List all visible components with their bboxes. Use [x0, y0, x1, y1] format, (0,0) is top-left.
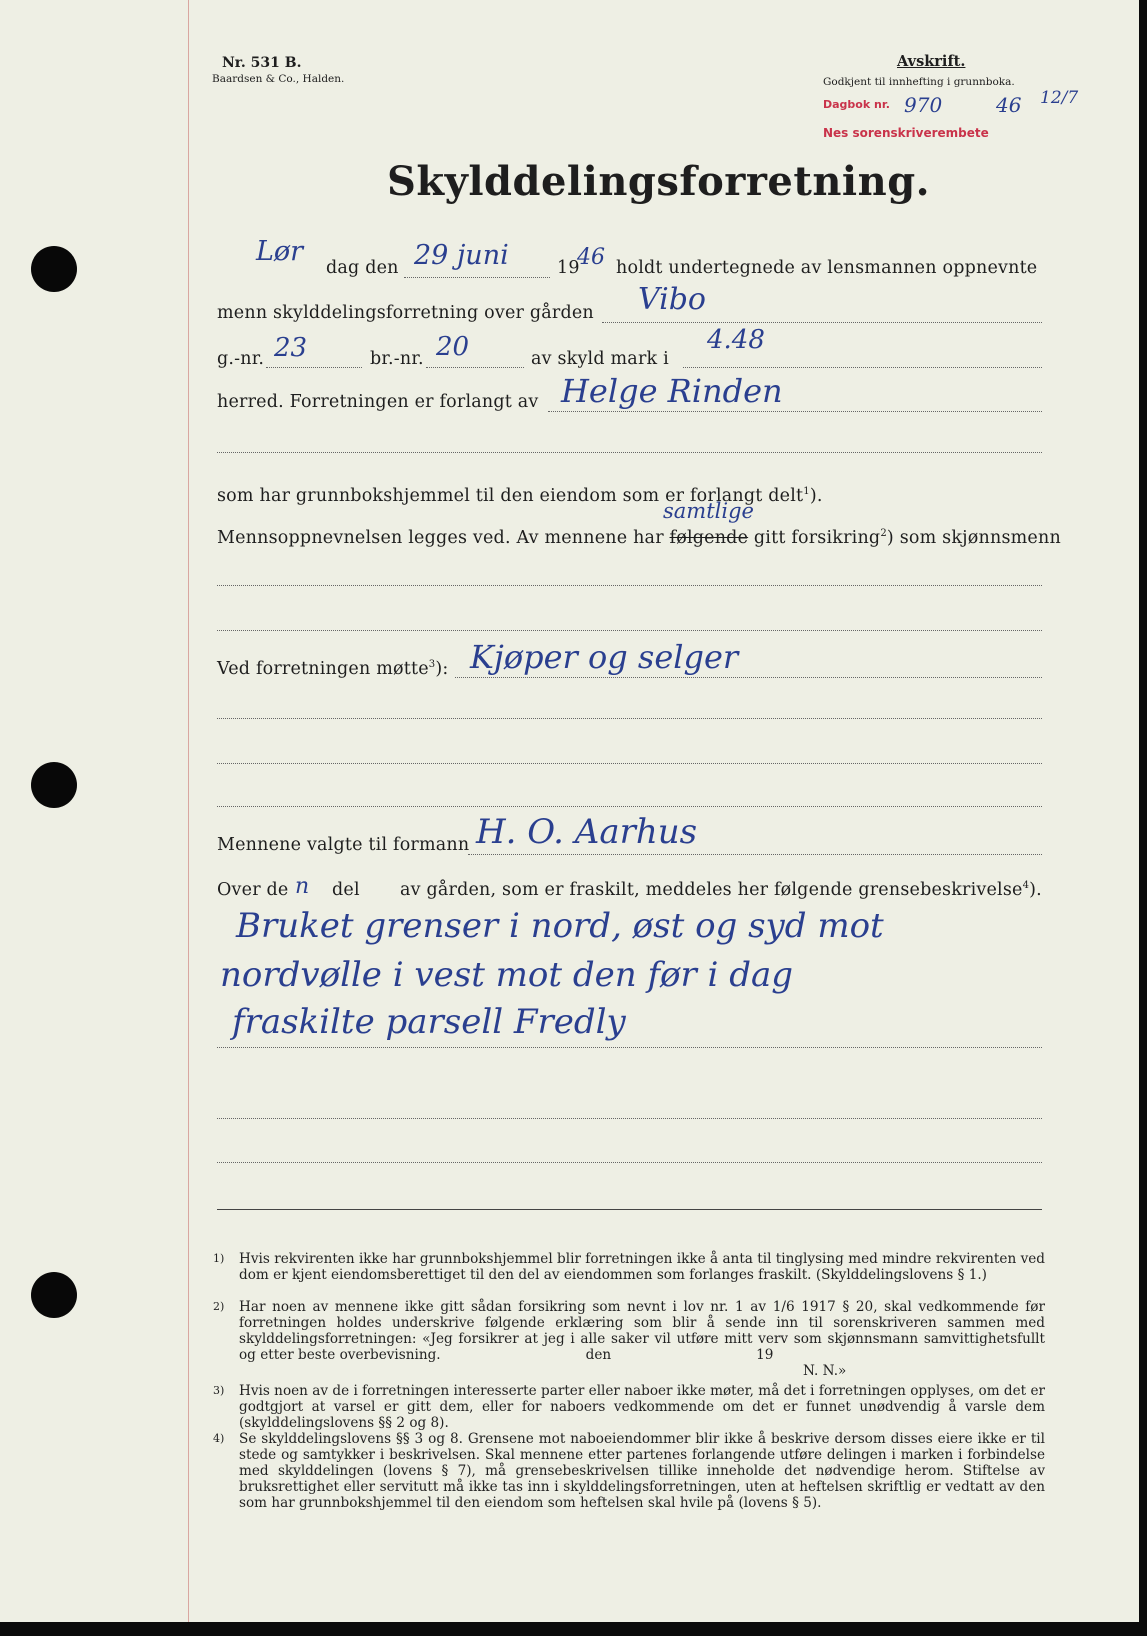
formann-handwritten: H. O. Aarhus	[476, 812, 698, 852]
footnote-3-text: Hvis noen av de i forretningen interesserte parter eller naboer ikke møter, må det i forretningen opplyses, om det er godtgjort at varsel er gitt dem, eller for naboers vedkommende om det er funnet unødvendig å varsle dem (skylddelingslovens §§ 2 og 8).	[239, 1383, 1045, 1431]
form-number: Nr. 531 B.	[222, 55, 302, 71]
formann-label: Mennene valgte til formann	[217, 835, 470, 855]
mote-colon: ):	[435, 659, 449, 679]
approval-line: Godkjent til innhefting i grunnboka.	[823, 76, 1015, 88]
blank-line	[217, 630, 1042, 631]
punch-hole	[31, 246, 77, 292]
footnote-4-mark: 4)	[213, 1432, 225, 1445]
punch-hole	[31, 1272, 77, 1318]
skyld-field	[683, 367, 1042, 368]
holdt-text: holdt undertegnede av lensmannen oppnevnte	[616, 258, 1038, 278]
farm-field	[602, 322, 1042, 323]
footnote-ref-4: 4	[1022, 880, 1030, 892]
blank-line	[217, 1118, 1042, 1119]
stamp-office: Nes sorenskriverembete	[823, 126, 989, 140]
dag-den-label: dag den	[326, 258, 399, 278]
footnote-separator	[217, 1209, 1042, 1210]
boundary-line-3: fraskilte parsell Fredly	[232, 1002, 626, 1042]
blank-line	[217, 1047, 1042, 1048]
boundary-line-2: nordvølle i vest mot den før i dag	[220, 955, 794, 995]
menn-text: menn skylddelingsforretning over gården	[217, 303, 594, 323]
hjemmel-text: som har grunnbokshjemmel til den eiendom som er forlangt delt$^1$).	[217, 486, 823, 506]
hjemmel-text-body: som har grunnbokshjemmel til den eiendom som er forlangt delt	[217, 486, 804, 506]
boundary-line-1: Bruket grenser i nord, øst og syd mot	[236, 906, 884, 946]
weekday-handwritten: Lør	[256, 236, 304, 267]
date-field	[404, 277, 550, 278]
herred-text: herred. Forretningen er forlangt av	[217, 392, 539, 412]
brnr-field	[426, 367, 524, 368]
printer-imprint: Baardsen & Co., Halden.	[212, 73, 345, 85]
mote-label: Ved forretningen møtte	[217, 659, 429, 679]
insert-handwritten: samtlige	[663, 499, 754, 523]
footnote-2-text: Har noen av mennene ikke gitt sådan forsikring som nevnt i lov nr. 1 av 1/6 1917 § 20, skal vedkommende før forretningen holdes underskrive følgende erklæring som blir å sende inn til sorenskriveren sammen med skylddelingsforretningen: «Jeg forsikrer at jeg i alle saker vil utføre mitt verv som skjønnsmann samvittighetsfullt og etter beste overbevisning.	[239, 1299, 1045, 1363]
footnote-1-mark: 1)	[213, 1252, 225, 1265]
brnr-handwritten: 20	[436, 332, 470, 362]
blank-line	[217, 806, 1042, 807]
stamp-year: 46	[996, 93, 1022, 117]
mennsopp-text-a: Mennsoppnevnelsen legges ved. Av mennene har	[217, 528, 664, 548]
footnote-2-den: den	[585, 1347, 612, 1363]
year-handwritten: 46	[577, 245, 605, 270]
gard-end: ).	[1029, 880, 1042, 900]
margin-rule	[188, 0, 189, 1622]
struck-word: følgende	[669, 528, 749, 548]
farm-handwritten: Vibo	[638, 282, 706, 317]
gnr-handwritten: 23	[274, 333, 308, 363]
footnote-4	[215, 1431, 1045, 1511]
avskrift-label: Avskrift.	[897, 53, 966, 70]
footnote-2-mark: 2)	[213, 1300, 225, 1313]
mennsopp-line	[217, 528, 1061, 548]
blank-line	[217, 1162, 1042, 1163]
document-title: Skylddelingsforretning.	[387, 158, 931, 205]
footnote-1-text: Hvis rekvirenten ikke har grunnbokshjemmel blir forretningen ikke å anta til tinglysing med mindre rekvirenten ved dom er kjent eiendomsberettiget til den del av eiendommen som forlanges fraskilt. (Skylddelingslovens § 1.)	[239, 1251, 1045, 1283]
stamp-dagbok: Dagbok nr.	[823, 98, 890, 111]
gnr-label: g.-nr.	[217, 349, 265, 369]
footnote-ref-2: 2	[880, 528, 887, 540]
mote-line	[217, 659, 448, 679]
footnote-3	[215, 1383, 1045, 1431]
gard-text: av gården, som er fraskilt, meddeles her følgende grensebeskrivelse	[400, 880, 1023, 900]
blank-line	[217, 585, 1042, 586]
footnote-4-text: Se skylddelingslovens §§ 3 og 8. Grensene mot naboeiendommer blir ikke å beskrive dersom disses eiere ikke er til stede og samtykker i beskrivelsen. Skal mennene etter partenes forlangende utføre delingen i marken i forbindelse med skylddelingen (lovens § 7), må grensebeskrivelsen tillike inneholde det nødvendige herom. Stiftelse av bruksrettighet eller servitutt må ikke tas inn i skylddelingsforretningen, uten at heftelsen skriftlig er vedtatt av den som har grunnbokshjemmel til den eiendom som heftelsen skal hvile på (lovens § 5).	[239, 1431, 1045, 1511]
requester-handwritten: Helge Rinden	[561, 372, 783, 410]
del-label: del	[332, 880, 360, 900]
gard-line	[400, 880, 1042, 900]
footnote-2-body	[239, 1299, 1045, 1363]
formann-field	[468, 854, 1042, 855]
over-de-handwritten: n	[295, 874, 310, 899]
mote-handwritten: Kjøper og selger	[470, 638, 739, 676]
skyld-handwritten: 4.48	[707, 325, 765, 355]
gnr-field	[266, 367, 362, 368]
footnote-2	[215, 1299, 1045, 1379]
mote-field	[455, 677, 1042, 678]
punch-hole	[31, 762, 77, 808]
footnote-2-nineteen: 19	[756, 1347, 774, 1363]
blank-line	[217, 763, 1042, 764]
stamp-date: 12/7	[1040, 88, 1079, 108]
stamp-number: 970	[904, 93, 943, 117]
mennsopp-text-b: gitt forsikring	[753, 528, 881, 548]
footnote-ref-1: 1	[803, 486, 810, 498]
requester-field	[548, 411, 1042, 412]
date-handwritten: 29 juni	[414, 240, 509, 271]
mennsopp-text-c: ) som skjønnsmenn	[886, 528, 1061, 548]
year-prefix: 19	[557, 258, 580, 278]
footnote-ref-3: 3	[428, 659, 436, 671]
brnr-label: br.-nr.	[370, 349, 424, 369]
over-de-label: Over de	[217, 880, 289, 900]
blank-line	[217, 718, 1042, 719]
footnote-3-mark: 3)	[213, 1384, 225, 1397]
footnote-1	[215, 1251, 1045, 1283]
blank-line	[217, 452, 1042, 453]
footnote-2-nn: N. N.»	[803, 1363, 847, 1379]
skyld-label: av skyld mark i	[531, 349, 669, 369]
